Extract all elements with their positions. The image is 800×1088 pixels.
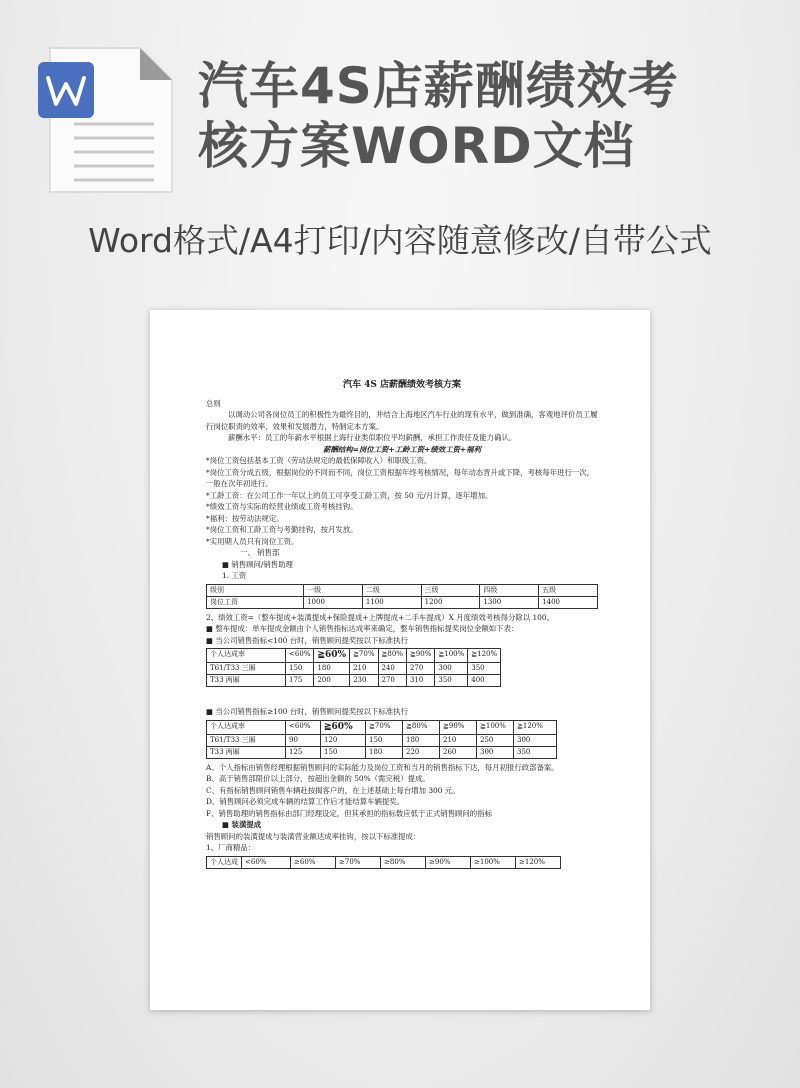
document-body xyxy=(206,380,598,872)
page-subtitle: Word格式/A4打印/内容随意修改/自带公式 xyxy=(88,221,712,260)
doc-paragraph: ■ 销售顾问/销售助理 xyxy=(222,559,293,569)
doc-paragraph: *实用期人员只有岗位工资。 xyxy=(206,536,299,546)
table-row: 岗位工资 1000 1100 1200 1300 1400 xyxy=(207,596,598,608)
doc-title: 汽车 4S 店薪酬绩效考核方案 xyxy=(342,380,462,390)
salary-level-table xyxy=(206,584,598,609)
decoration-commission-table xyxy=(206,856,561,869)
table-row: 级别 一级 二级 三级 四级 五级 xyxy=(207,584,598,596)
doc-paragraph: *岗位工资和工龄工资与考勤挂钩，按月发放。 xyxy=(206,525,358,534)
doc-paragraph: B、高于销售部限价以上部分，按超出金额的 50%（需完税）提成。 xyxy=(206,774,430,783)
doc-paragraph: F、销售助理的销售指标由部门经理设定，但其承担的指标数应低于正式销售顾问的指标 xyxy=(206,808,492,818)
doc-paragraph: 销售顾问的装潢提成与装潢营业额达成率挂钩，按以下标准提成： xyxy=(206,831,421,841)
doc-paragraph: *岗位工资分成五级，根据岗位的不同而不同，岗位工资根据年终考核情况，每年动态晋升或下降，考核每年进行一次，一般在次年初进行。 xyxy=(206,467,595,488)
doc-paragraph: ■ 整车提成：单车提成金额由个人销售指标达成率来确定，整车销售指标提奖岗位金额如下表： xyxy=(206,624,519,633)
doc-paragraph: 2、绩效工资=（整车提成+装潢提成+保险提成+上牌提成+二手车提成）X 月度绩效考核得分除以 100。 xyxy=(206,612,554,622)
title-line-1: 汽车4S店薪酬绩效考 xyxy=(198,57,679,115)
document-preview xyxy=(150,310,650,1010)
table-row: T61/T33 三厢 90 120 150 180 210 250 300 xyxy=(207,734,557,746)
doc-paragraph: C、有指标销售顾问销售车辆赴按揭客户的，在上述基础上每台增加 300 元。 xyxy=(206,785,460,795)
doc-paragraph: *福利：按劳动法规定。 xyxy=(206,513,284,523)
title-line-2: 核方案WORD文档 xyxy=(198,117,635,175)
word-document-icon xyxy=(36,46,176,196)
doc-paragraph: 1、厂商精品： xyxy=(206,843,256,852)
table-row: 个人达成 <60% ≥60% ≥70% ≥80% ≥90% ≥100% ≥120% xyxy=(207,856,561,868)
commission-table-over-100 xyxy=(206,720,557,759)
table-row: T61/T33 三厢 150 180 210 240 270 300 350 xyxy=(207,663,501,675)
table-row: 个人达成率 <60% ≧60% ≧70% ≧80% ≧90% ≧100% ≧120% xyxy=(207,649,501,663)
doc-paragraph: 薪酬结构=岗位工资+工龄工资+绩效工资+福利 xyxy=(323,444,481,454)
doc-paragraph: ■ 装潢提成 xyxy=(222,820,262,829)
table-row: 个人达成率 <60% ≧60% ≧70% ≧80% ≧90% ≧100% ≧120% xyxy=(207,720,557,734)
doc-paragraph: *绩效工资与实际的经营业绩或工资考核挂钩。 xyxy=(206,502,358,511)
commission-table-under-100 xyxy=(206,648,501,687)
doc-paragraph: *岗位工资包括基本工资（劳动法规定的最低保障收入）和职级工资。 xyxy=(206,456,432,465)
table-row: T33 两厢 125 150 180 220 260 300 350 xyxy=(207,746,557,758)
doc-paragraph: ■ 当公司销售指标≥100 台时，销售顾问提奖按以下标准执行 xyxy=(206,707,408,716)
doc-paragraph: ■ 当公司销售指标<100 台时，销售顾问提奖按以下标准执行 xyxy=(206,635,408,645)
doc-paragraph: 一、 销售部 xyxy=(240,548,280,557)
doc-paragraph: 以调动公司各岗位员工的积极性为最终目的，并结合上海地区汽车行业的现有水平，做到准确，客观地评价员工履行岗位职责的效率，效果和发展潜力，特制定本方案。 xyxy=(206,410,598,431)
doc-paragraph: *工龄工资：在公司工作一年以上的员工可享受工龄工资，按 50 元/月计算，逐年增加。 xyxy=(206,490,493,500)
doc-paragraph: 1. 工资 xyxy=(222,571,247,580)
table-row: T33 两厢 175 200 230 270 310 350 400 xyxy=(207,675,501,687)
doc-paragraph: A、个人指标由销售经理根据销售顾问的实际能力及岗位工资和当月的销售指标下达，每月初报行政部备案。 xyxy=(206,762,559,772)
doc-paragraph: 总则 xyxy=(206,398,221,408)
doc-paragraph: 薪酬水平：员工的年薪水平根据上海行业类似职位平均薪酬，承担工作责任及能力确认。 xyxy=(228,433,517,442)
page-title xyxy=(198,56,778,176)
doc-paragraph: D、销售顾问必须完成车辆的结算工作后才能结算车辆提奖。 xyxy=(206,797,405,806)
